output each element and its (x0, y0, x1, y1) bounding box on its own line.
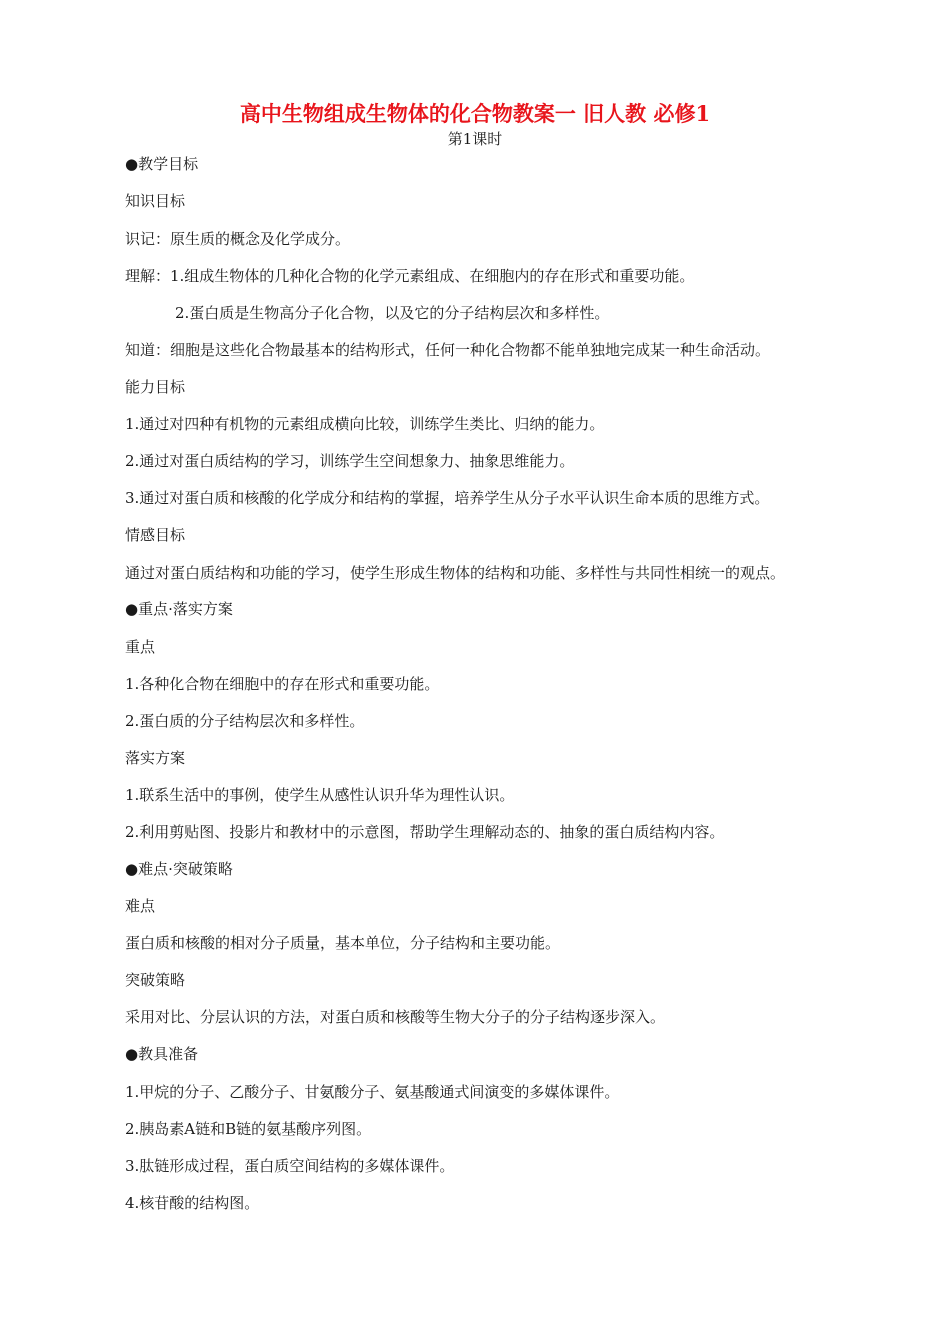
subheading-implementation-plan: 落实方案 (125, 749, 186, 767)
paragraph: 2.蛋白质是生物高分子化合物，以及它的分子结构层次和多样性。 (175, 304, 610, 322)
section-heading-difficulties: ●难点·突破策略 (125, 860, 233, 878)
paragraph: 采用对比、分层认识的方法，对蛋白质和核酸等生物大分子的分子结构逐步深入。 (125, 1008, 666, 1026)
list-item: 3.肽链形成过程，蛋白质空间结构的多媒体课件。 (125, 1157, 455, 1175)
subheading-key-points: 重点 (125, 638, 156, 656)
paragraph: 通过对蛋白质结构和功能的学习，使学生形成生物体的结构和功能、多样性与共同性相统一的观点。 (125, 564, 786, 582)
list-item: 2.蛋白质的分子结构层次和多样性。 (125, 712, 365, 730)
paragraph: 知道：细胞是这些化合物最基本的结构形式，任何一种化合物都不能单独地完成某一种生命活动。 (125, 341, 771, 359)
subheading-difficulties: 难点 (125, 897, 156, 915)
section-heading-teaching-aids: ●教具准备 (125, 1045, 199, 1063)
list-item: 3.通过对蛋白质和核酸的化学成分和结构的掌握，培养学生从分子水平认识生命本质的思维方式。 (125, 489, 770, 507)
document-title: 高中生物组成生物体的化合物教案一 旧人教 必修1 (239, 101, 711, 126)
paragraph: 识记：原生质的概念及化学成分。 (125, 230, 351, 248)
list-item: 2.通过对蛋白质结构的学习，训练学生空间想象力、抽象思维能力。 (125, 452, 575, 470)
subheading-breakthrough-strategy: 突破策略 (125, 971, 186, 989)
list-item: 2.胰岛素A链和B链的氨基酸序列图。 (125, 1120, 372, 1138)
section-heading-key-points: ●重点·落实方案 (125, 600, 233, 618)
list-item: 1.联系生活中的事例，使学生从感性认识升华为理性认识。 (125, 786, 515, 804)
paragraph: 理解：1.组成生物体的几种化合物的化学元素组成、在细胞内的存在形式和重要功能。 (125, 267, 695, 285)
section-heading-teaching-goals: ●教学目标 (125, 155, 199, 173)
paragraph: 蛋白质和核酸的相对分子质量，基本单位，分子结构和主要功能。 (125, 934, 561, 952)
list-item: 2.利用剪贴图、投影片和教材中的示意图，帮助学生理解动态的、抽象的蛋白质结构内容。 (125, 823, 725, 841)
subheading-ability-goals: 能力目标 (125, 378, 186, 396)
list-item: 1.各种化合物在细胞中的存在形式和重要功能。 (125, 675, 440, 693)
list-item: 1.甲烷的分子、乙酸分子、甘氨酸分子、氨基酸通式间演变的多媒体课件。 (125, 1083, 620, 1101)
subheading-knowledge-goals: 知识目标 (125, 192, 186, 210)
list-item: 1.通过对四种有机物的元素组成横向比较，训练学生类比、归纳的能力。 (125, 415, 605, 433)
list-item: 4.核苷酸的结构图。 (125, 1194, 260, 1212)
document-subtitle: 第1课时 (447, 130, 503, 148)
subheading-emotion-goals: 情感目标 (125, 526, 186, 544)
